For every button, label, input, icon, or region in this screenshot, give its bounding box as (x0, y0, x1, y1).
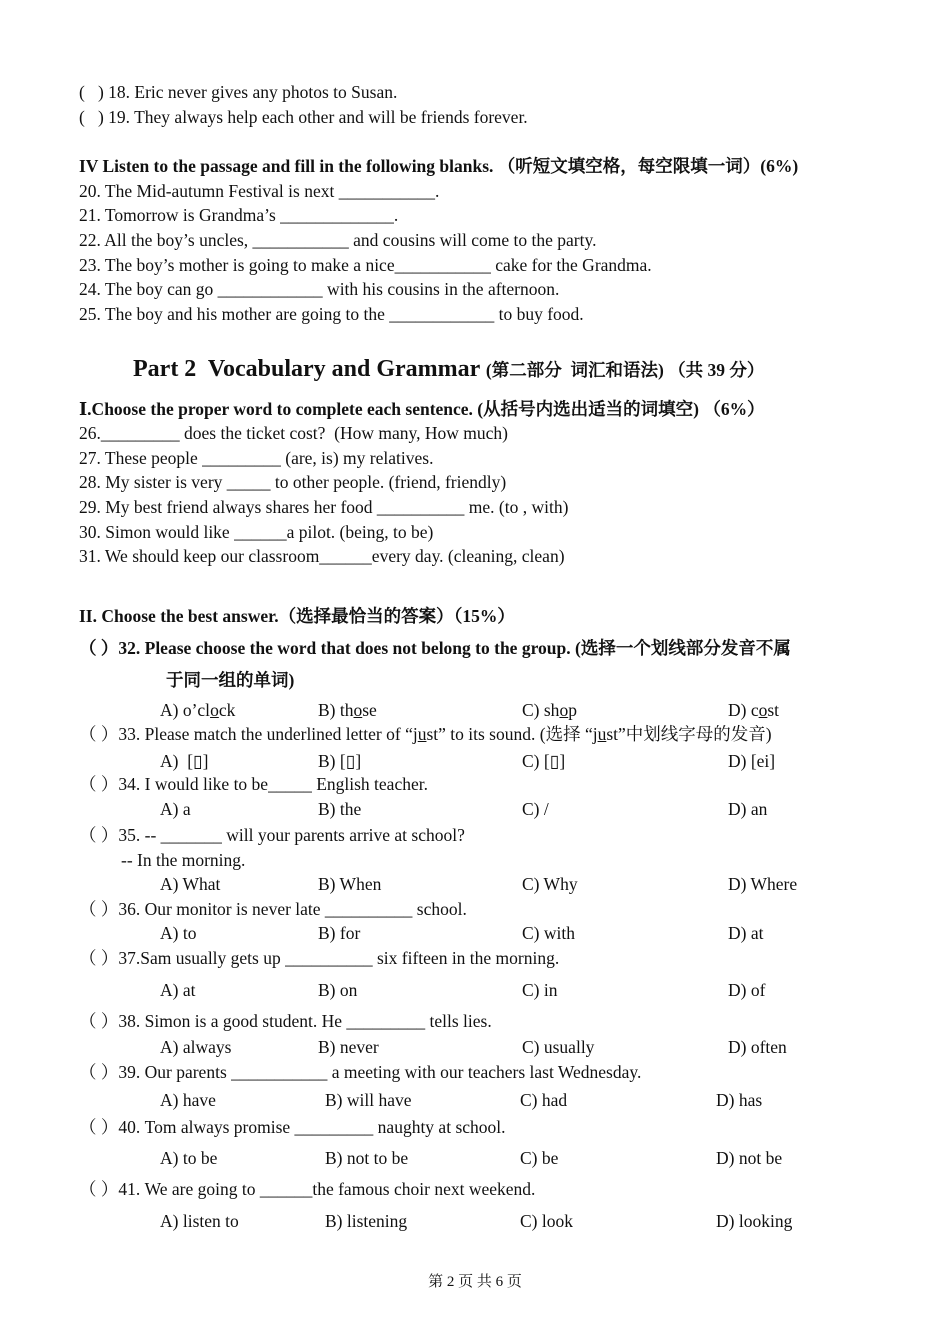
question-26: 26._________ does the ticket cost? (How many, How much) (79, 423, 508, 443)
q34-option-a: A) a (160, 799, 191, 819)
part2-title (133, 354, 764, 385)
question-34: （ ）34. I would like to be_____ English teacher. (79, 774, 428, 794)
section-iv-heading: IV Listen to the passage and fill in the following blanks. （听短文填空格，每空限填一词）(6%) (79, 156, 799, 176)
q40-option-a: A) to be (160, 1148, 218, 1168)
question-32-cont: 于同一组的单词) (166, 670, 295, 690)
question-18: ( ) 18. Eric never gives any photos to Susan. (79, 82, 398, 102)
q37-option-a: A) at (160, 980, 196, 1000)
q32-option-b: B) those (318, 700, 377, 720)
q39-option-d: D) has (716, 1090, 763, 1110)
q36-option-a: A) to (160, 923, 197, 943)
question-35: （ ）35. -- _______ will your parents arrive at school? (79, 825, 465, 845)
question-22: 22. All the boy’s uncles, ___________ and cousins will come to the party. (79, 230, 597, 250)
q36-option-b: B) for (318, 923, 361, 943)
q35-option-a: A) What (160, 874, 221, 894)
q38-option-b: B) never (318, 1037, 379, 1057)
q36-option-c: C) with (522, 923, 575, 943)
q40-option-b: B) not to be (325, 1148, 409, 1168)
q33-option-a: A) [▯] (160, 751, 209, 771)
q41-option-a: A) listen to (160, 1211, 239, 1231)
q37-option-b: B) on (318, 980, 358, 1000)
q38-option-d: D) often (728, 1037, 787, 1057)
question-24: 24. The boy can go ____________ with his cousins in the afternoon. (79, 279, 560, 299)
page-number-footer: 第 2 页 共 6 页 (428, 1274, 522, 1290)
q39-option-c: C) had (520, 1090, 568, 1110)
question-27: 27. These people _________ (are, is) my relatives. (79, 448, 434, 468)
question-35-answer-line: -- In the morning. (121, 850, 246, 870)
q41-option-d: D) looking (716, 1211, 793, 1231)
question-37: （ ）37.Sam usually gets up __________ six fifteen in the morning. (79, 948, 560, 968)
q39-option-a: A) have (160, 1090, 216, 1110)
q33-option-b: B) [▯] (318, 751, 362, 771)
q32-option-d: D) cost (728, 700, 780, 720)
q32-option-c: C) shop (522, 700, 577, 720)
question-23: 23. The boy’s mother is going to make a nice___________ cake for the Grandma. (79, 255, 652, 275)
q41-option-b: B) listening (325, 1211, 408, 1231)
question-31: 31. We should keep our classroom______every day. (cleaning, clean) (79, 546, 565, 566)
part2-title-en: Part 2 Vocabulary and Grammar (133, 356, 486, 382)
section-ii-heading: II. Choose the best answer.（选择最恰当的答案）（15%） (79, 606, 515, 626)
question-40: （ ）40. Tom always promise _________ naughty at school. (79, 1117, 506, 1137)
q38-option-c: C) usually (522, 1037, 595, 1057)
q34-option-c: C) / (522, 799, 549, 819)
section-i-heading: Ⅰ.Choose the proper word to complete each sentence. (从括号内选出适当的词填空) （6%） (79, 399, 765, 419)
part2-title-cn: (第二部分 词汇和语法) （共 39 分） (485, 360, 765, 380)
q34-option-b: B) the (318, 799, 362, 819)
q39-option-b: B) will have (325, 1090, 412, 1110)
q34-option-d: D) an (728, 799, 768, 819)
question-33: （ ）33. Please match the underlined letter of “just” to its sound. (选择 “just”中划线字母的发音) (79, 724, 772, 744)
q37-option-d: D) of (728, 980, 766, 1000)
question-38: （ ）38. Simon is a good student. He _________ tells lies. (79, 1011, 492, 1031)
q33-option-c: C) [▯] (522, 751, 566, 771)
q33-option-d: D) [ei] (728, 751, 776, 771)
q32-option-a: A) o’clock (160, 700, 236, 720)
question-20: 20. The Mid-autumn Festival is next ___________. (79, 181, 440, 201)
question-19: ( ) 19. They always help each other and will be friends forever. (79, 107, 528, 127)
question-36: （ ）36. Our monitor is never late __________ school. (79, 899, 467, 919)
question-41: （ ）41. We are going to ______the famous choir next weekend. (79, 1179, 536, 1199)
q35-option-c: C) Why (522, 874, 578, 894)
question-25: 25. The boy and his mother are going to the ____________ to buy food. (79, 304, 584, 324)
question-28: 28. My sister is very _____ to other people. (friend, friendly) (79, 472, 507, 492)
q36-option-d: D) at (728, 923, 764, 943)
question-21: 21. Tomorrow is Grandma’s _____________. (79, 205, 399, 225)
q41-option-c: C) look (520, 1211, 573, 1231)
q40-option-c: C) be (520, 1148, 559, 1168)
q38-option-a: A) always (160, 1037, 232, 1057)
question-32: （ ）32. Please choose the word that does not belong to the group. (选择一个划线部分发音不属 (79, 638, 791, 658)
question-39: （ ）39. Our parents ___________ a meeting with our teachers last Wednesday. (79, 1062, 642, 1082)
q35-option-d: D) Where (728, 874, 798, 894)
q37-option-c: C) in (522, 980, 558, 1000)
q40-option-d: D) not be (716, 1148, 783, 1168)
question-29: 29. My best friend always shares her food __________ me. (to , with) (79, 497, 569, 517)
question-30: 30. Simon would like ______a pilot. (being, to be) (79, 522, 434, 542)
q35-option-b: B) When (318, 874, 382, 894)
